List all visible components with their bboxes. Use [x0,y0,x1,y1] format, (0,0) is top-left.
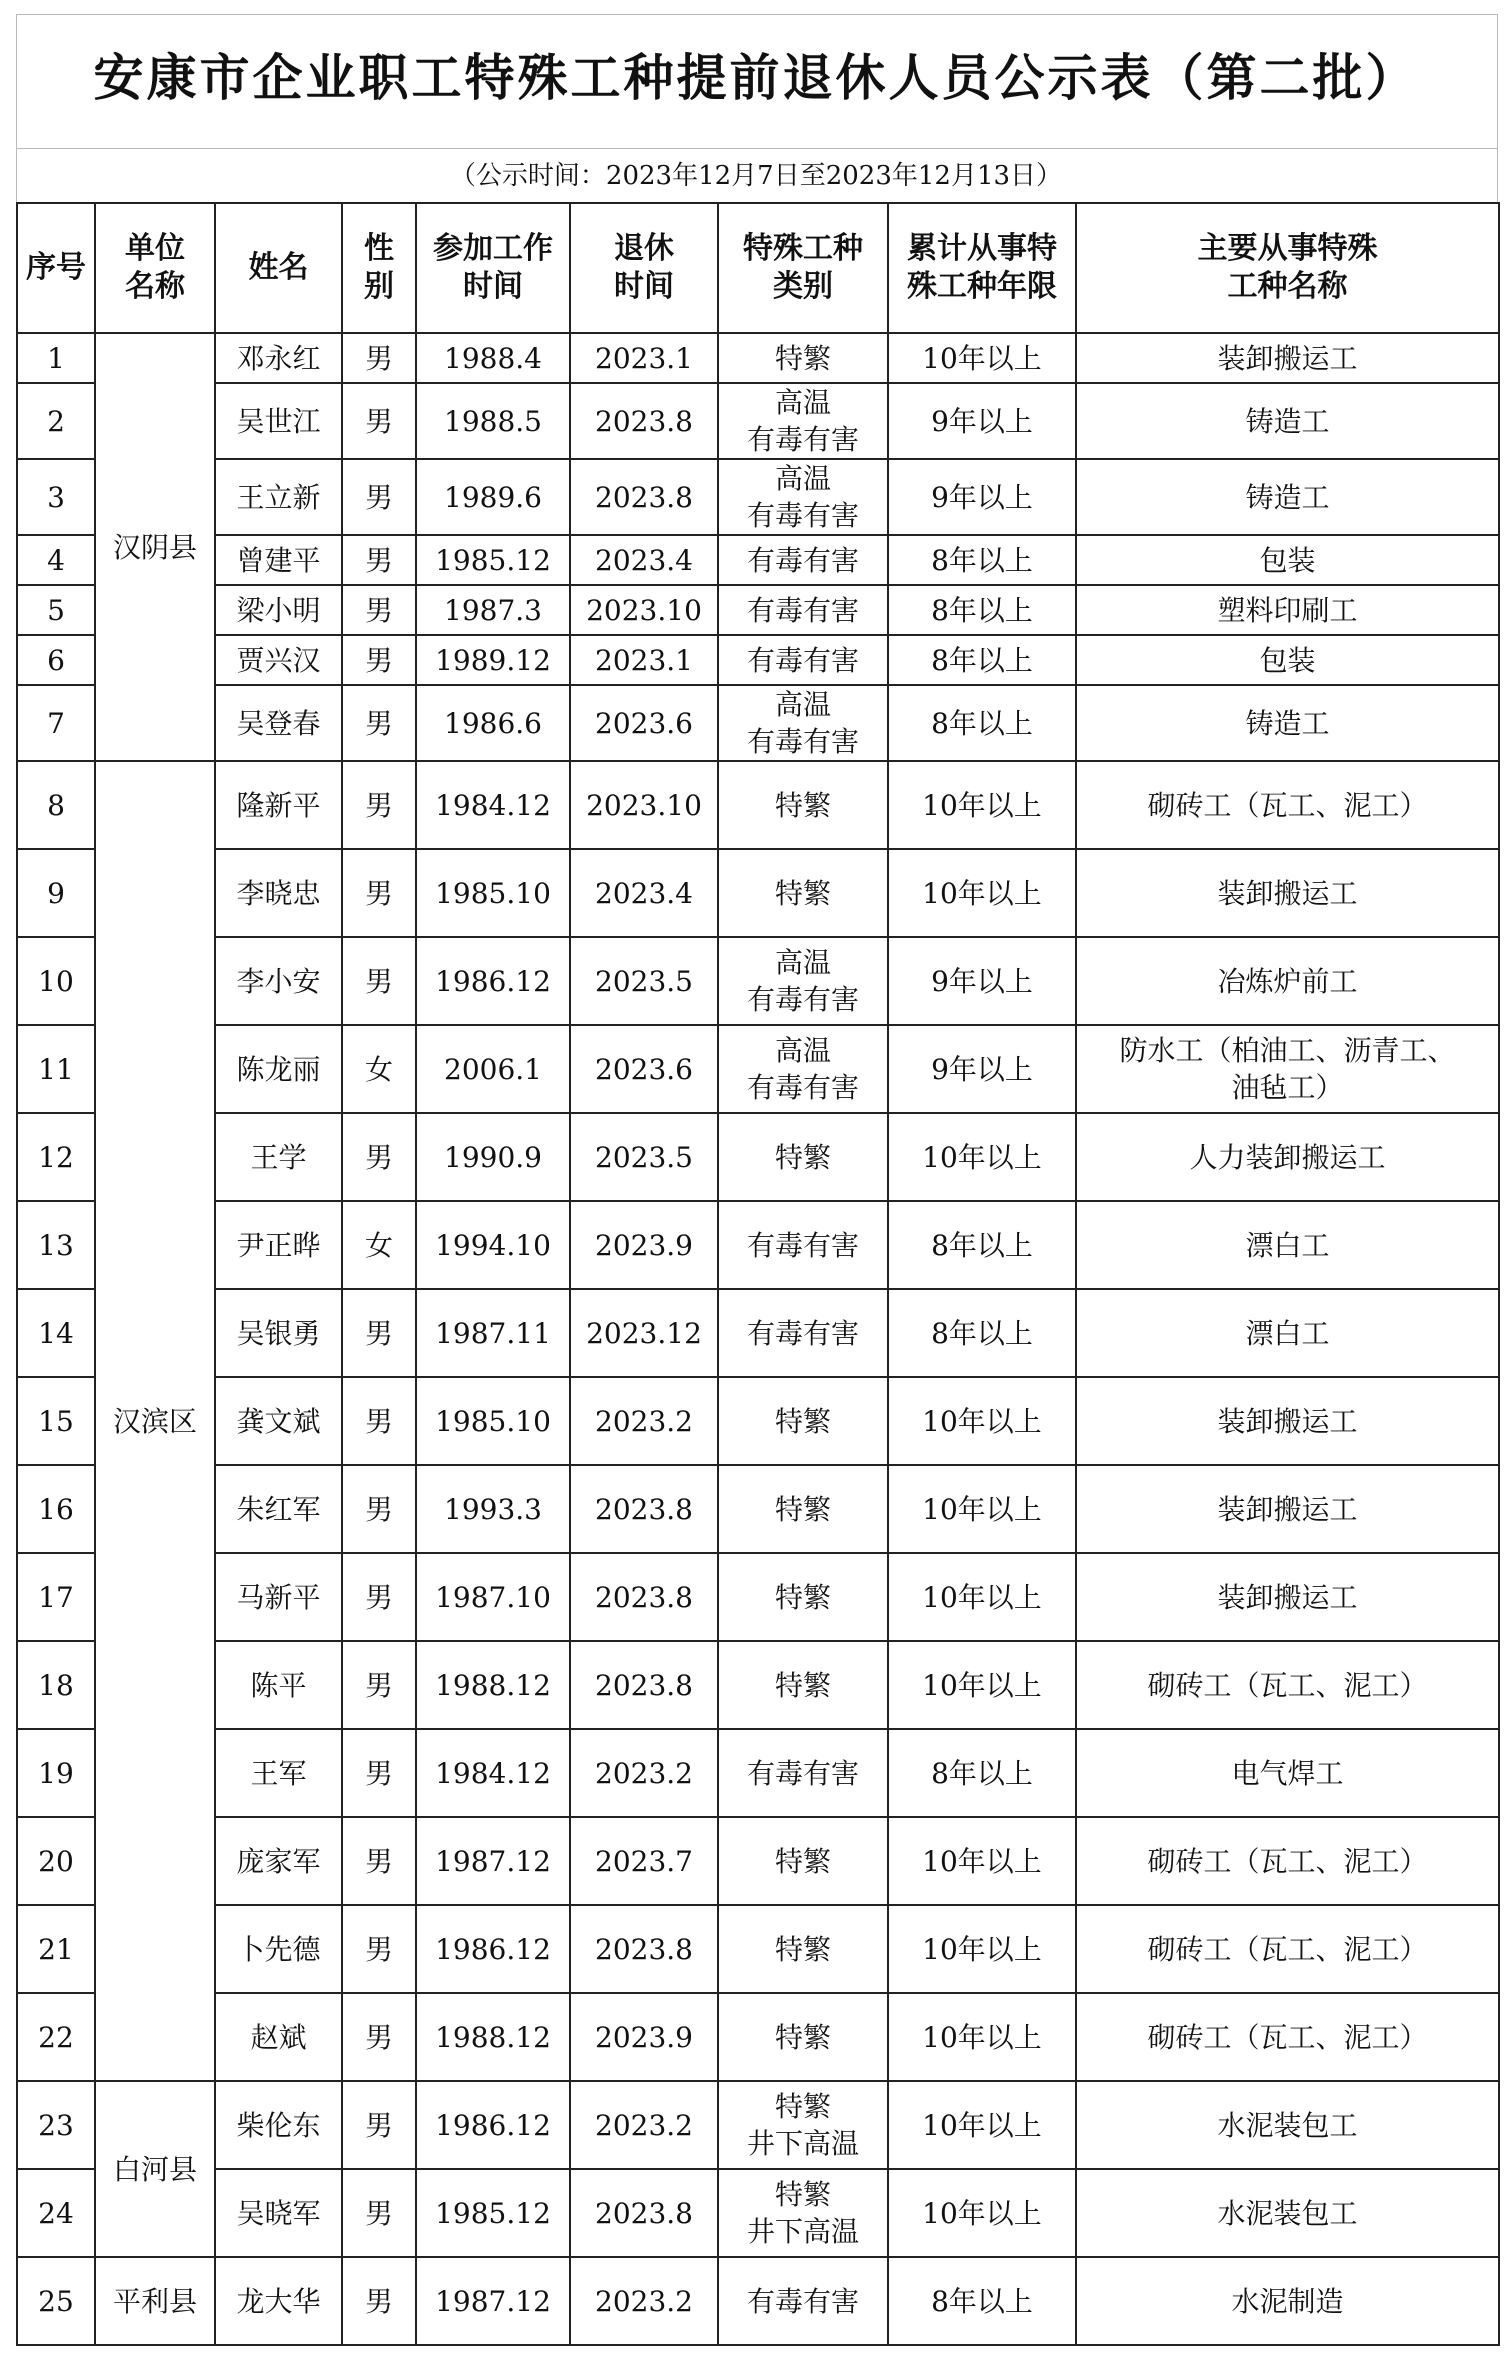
job-name-cell: 塑料印刷工 [1076,585,1499,635]
job-type-cell: 特繁 [718,1465,888,1553]
job-type-cell: 有毒有害 [718,1729,888,1817]
retire-date-cell: 2023.2 [570,1729,718,1817]
seq-cell: 1 [17,333,95,383]
retire-date-cell: 2023.9 [570,1201,718,1289]
table-row [17,585,1499,635]
years-cell: 9年以上 [888,1025,1076,1113]
years-cell: 10年以上 [888,761,1076,849]
retire-date-cell: 2023.10 [570,761,718,849]
name-cell: 王学 [215,1113,342,1201]
years-cell: 8年以上 [888,2257,1076,2345]
years-cell: 10年以上 [888,1641,1076,1729]
sex-cell: 男 [342,685,416,761]
seq-cell: 11 [17,1025,95,1113]
sex-cell: 男 [342,635,416,685]
job-type-cell: 特繁 [718,1113,888,1201]
retire-date-cell: 2023.5 [570,1113,718,1201]
table-body [17,333,1499,2345]
sex-cell: 男 [342,1729,416,1817]
start-date-cell: 1987.3 [416,585,570,635]
job-type-cell: 特繁 [718,1553,888,1641]
name-cell: 朱红军 [215,1465,342,1553]
job-type-cell: 特繁 [718,1641,888,1729]
sex-cell: 男 [342,535,416,585]
start-date-cell: 1987.10 [416,1553,570,1641]
name-cell: 贾兴汉 [215,635,342,685]
frame-title-separator [16,148,1498,149]
sex-cell: 男 [342,1465,416,1553]
start-date-cell: 1993.3 [416,1465,570,1553]
retire-date-cell: 2023.8 [570,1465,718,1553]
job-type-cell: 高温 有毒有害 [718,937,888,1025]
retire-date-cell: 2023.8 [570,383,718,459]
job-type-cell: 特繁 [718,761,888,849]
start-date-cell: 1985.10 [416,849,570,937]
job-name-cell: 漂白工 [1076,1289,1499,1377]
name-cell: 隆新平 [215,761,342,849]
years-cell: 9年以上 [888,383,1076,459]
start-date-cell: 1987.12 [416,1817,570,1905]
seq-cell: 21 [17,1905,95,1993]
sex-cell: 男 [342,1905,416,1993]
start-date-cell: 1984.12 [416,1729,570,1817]
table-row [17,1817,1499,1905]
seq-cell: 7 [17,685,95,761]
name-cell: 庞家军 [215,1817,342,1905]
page-title: 安康市企业职工特殊工种提前退休人员公示表（第二批） [93,49,1419,107]
frame-top-line [16,14,1498,15]
seq-cell: 8 [17,761,95,849]
sex-cell: 男 [342,1113,416,1201]
table-row [17,383,1499,459]
retire-date-cell: 2023.1 [570,333,718,383]
retire-date-cell: 2023.2 [570,1377,718,1465]
job-name-cell: 砌砖工（瓦工、泥工） [1076,1905,1499,1993]
start-date-cell: 1985.12 [416,535,570,585]
header-sex: 性 别 [342,203,416,333]
name-cell: 吴登春 [215,685,342,761]
seq-cell: 23 [17,2081,95,2169]
table-row [17,1289,1499,1377]
start-date-cell: 1986.12 [416,937,570,1025]
name-cell: 吴银勇 [215,1289,342,1377]
sex-cell: 男 [342,1289,416,1377]
job-name-cell: 水泥装包工 [1076,2081,1499,2169]
seq-cell: 14 [17,1289,95,1377]
job-name-cell: 包装 [1076,635,1499,685]
retire-date-cell: 2023.4 [570,849,718,937]
seq-cell: 15 [17,1377,95,1465]
retire-date-cell: 2023.2 [570,2081,718,2169]
sex-cell: 女 [342,1201,416,1289]
retire-date-cell: 2023.8 [570,459,718,535]
years-cell: 8年以上 [888,685,1076,761]
retire-date-cell: 2023.7 [570,1817,718,1905]
sex-cell: 男 [342,849,416,937]
table-row [17,1113,1499,1201]
job-name-cell: 水泥制造 [1076,2257,1499,2345]
seq-cell: 16 [17,1465,95,1553]
start-date-cell: 1987.12 [416,2257,570,2345]
start-date-cell: 1986.12 [416,1905,570,1993]
years-cell: 10年以上 [888,1553,1076,1641]
job-name-cell: 铸造工 [1076,459,1499,535]
name-cell: 尹正晔 [215,1201,342,1289]
seq-cell: 12 [17,1113,95,1201]
years-cell: 8年以上 [888,535,1076,585]
table-row [17,2169,1499,2257]
table-row [17,2257,1499,2345]
retire-date-cell: 2023.1 [570,635,718,685]
name-cell: 梁小明 [215,585,342,635]
job-name-cell: 人力装卸搬运工 [1076,1113,1499,1201]
job-type-cell: 有毒有害 [718,2257,888,2345]
name-cell: 李晓忠 [215,849,342,937]
years-cell: 8年以上 [888,1289,1076,1377]
job-name-cell: 包装 [1076,535,1499,585]
table-row [17,1553,1499,1641]
name-cell: 柴伦东 [215,2081,342,2169]
retire-date-cell: 2023.8 [570,1905,718,1993]
job-type-cell: 特繁 [718,1817,888,1905]
start-date-cell: 1994.10 [416,1201,570,1289]
header-retire-date: 退休 时间 [570,203,718,333]
retire-date-cell: 2023.8 [570,1553,718,1641]
header-name: 姓名 [215,203,342,333]
name-cell: 吴世江 [215,383,342,459]
job-name-cell: 装卸搬运工 [1076,849,1499,937]
name-cell: 龙大华 [215,2257,342,2345]
job-type-cell: 特繁 [718,1905,888,1993]
seq-cell: 19 [17,1729,95,1817]
sex-cell: 男 [342,1553,416,1641]
retire-date-cell: 2023.4 [570,535,718,585]
start-date-cell: 1985.10 [416,1377,570,1465]
job-name-cell: 冶炼炉前工 [1076,937,1499,1025]
table-row [17,937,1499,1025]
retiree-table [16,202,1500,2346]
seq-cell: 10 [17,937,95,1025]
retire-date-cell: 2023.6 [570,1025,718,1113]
start-date-cell: 1984.12 [416,761,570,849]
table-row [17,1201,1499,1289]
start-date-cell: 1989.12 [416,635,570,685]
sex-cell: 男 [342,2169,416,2257]
retire-date-cell: 2023.8 [570,2169,718,2257]
name-cell: 邓永红 [215,333,342,383]
retire-date-cell: 2023.5 [570,937,718,1025]
seq-cell: 22 [17,1993,95,2081]
name-cell: 陈龙丽 [215,1025,342,1113]
name-cell: 李小安 [215,937,342,1025]
unit-cell: 汉滨区 [95,761,215,2081]
table-row [17,459,1499,535]
seq-cell: 3 [17,459,95,535]
seq-cell: 18 [17,1641,95,1729]
start-date-cell: 1988.5 [416,383,570,459]
seq-cell: 24 [17,2169,95,2257]
table-row [17,685,1499,761]
retire-date-cell: 2023.2 [570,2257,718,2345]
header-years: 累计从事特 殊工种年限 [888,203,1076,333]
job-name-cell: 电气焊工 [1076,1729,1499,1817]
table-row [17,1465,1499,1553]
job-name-cell: 铸造工 [1076,685,1499,761]
name-cell: 陈平 [215,1641,342,1729]
table-row [17,1729,1499,1817]
job-type-cell: 特繁 [718,1993,888,2081]
table-row [17,1025,1499,1113]
retire-date-cell: 2023.9 [570,1993,718,2081]
job-type-cell: 特繁 [718,849,888,937]
start-date-cell: 1988.4 [416,333,570,383]
years-cell: 10年以上 [888,1993,1076,2081]
years-cell: 10年以上 [888,1113,1076,1201]
seq-cell: 20 [17,1817,95,1905]
job-type-cell: 有毒有害 [718,1201,888,1289]
header-seq: 序号 [17,203,95,333]
job-type-cell: 高温 有毒有害 [718,383,888,459]
job-type-cell: 高温 有毒有害 [718,459,888,535]
job-type-cell: 有毒有害 [718,635,888,685]
years-cell: 8年以上 [888,635,1076,685]
sex-cell: 男 [342,761,416,849]
job-name-cell: 漂白工 [1076,1201,1499,1289]
sex-cell: 女 [342,1025,416,1113]
job-type-cell: 特繁 井下高温 [718,2081,888,2169]
start-date-cell: 1986.6 [416,685,570,761]
table-row [17,1993,1499,2081]
table-row [17,333,1499,383]
header-unit: 单位 名称 [95,203,215,333]
unit-cell: 汉阴县 [95,333,215,761]
seq-cell: 17 [17,1553,95,1641]
sex-cell: 男 [342,383,416,459]
job-name-cell: 砌砖工（瓦工、泥工） [1076,761,1499,849]
years-cell: 10年以上 [888,2081,1076,2169]
table-row [17,1641,1499,1729]
job-name-cell: 砌砖工（瓦工、泥工） [1076,1993,1499,2081]
table-row [17,2081,1499,2169]
job-type-cell: 高温 有毒有害 [718,1025,888,1113]
job-name-cell: 装卸搬运工 [1076,1377,1499,1465]
job-type-cell: 有毒有害 [718,1289,888,1377]
name-cell: 赵斌 [215,1993,342,2081]
retire-date-cell: 2023.10 [570,585,718,635]
job-name-cell: 装卸搬运工 [1076,333,1499,383]
seq-cell: 6 [17,635,95,685]
seq-cell: 25 [17,2257,95,2345]
years-cell: 10年以上 [888,849,1076,937]
years-cell: 10年以上 [888,1377,1076,1465]
years-cell: 9年以上 [888,937,1076,1025]
start-date-cell: 1988.12 [416,1993,570,2081]
start-date-cell: 1989.6 [416,459,570,535]
sex-cell: 男 [342,1817,416,1905]
sex-cell: 男 [342,937,416,1025]
start-date-cell: 1985.12 [416,2169,570,2257]
job-name-cell: 砌砖工（瓦工、泥工） [1076,1641,1499,1729]
table-header-row [17,203,1499,333]
retire-date-cell: 2023.8 [570,1641,718,1729]
sex-cell: 男 [342,459,416,535]
retire-date-cell: 2023.6 [570,685,718,761]
job-type-cell: 有毒有害 [718,535,888,585]
years-cell: 10年以上 [888,333,1076,383]
table-row [17,535,1499,585]
name-cell: 马新平 [215,1553,342,1641]
sex-cell: 男 [342,1641,416,1729]
table-row [17,761,1499,849]
sex-cell: 男 [342,2081,416,2169]
start-date-cell: 1987.11 [416,1289,570,1377]
unit-cell: 平利县 [95,2257,215,2345]
notice-period: （公示时间：2023年12月7日至2023年12月13日） [449,161,1063,191]
header-start-date: 参加工作 时间 [416,203,570,333]
years-cell: 8年以上 [888,1729,1076,1817]
name-cell: 王立新 [215,459,342,535]
start-date-cell: 1988.12 [416,1641,570,1729]
years-cell: 10年以上 [888,2169,1076,2257]
job-type-cell: 有毒有害 [718,585,888,635]
job-name-cell: 砌砖工（瓦工、泥工） [1076,1817,1499,1905]
job-type-cell: 特繁 井下高温 [718,2169,888,2257]
years-cell: 8年以上 [888,585,1076,635]
start-date-cell: 2006.1 [416,1025,570,1113]
job-type-cell: 高温 有毒有害 [718,685,888,761]
years-cell: 10年以上 [888,1905,1076,1993]
years-cell: 8年以上 [888,1201,1076,1289]
header-job-type: 特殊工种 类别 [718,203,888,333]
name-cell: 吴晓军 [215,2169,342,2257]
years-cell: 9年以上 [888,459,1076,535]
seq-cell: 13 [17,1201,95,1289]
start-date-cell: 1990.9 [416,1113,570,1201]
table-row [17,1905,1499,1993]
seq-cell: 9 [17,849,95,937]
years-cell: 10年以上 [888,1817,1076,1905]
job-name-cell: 装卸搬运工 [1076,1553,1499,1641]
seq-cell: 5 [17,585,95,635]
table-row [17,849,1499,937]
job-name-cell: 水泥装包工 [1076,2169,1499,2257]
name-cell: 曾建平 [215,535,342,585]
job-type-cell: 特繁 [718,333,888,383]
job-name-cell: 铸造工 [1076,383,1499,459]
name-cell: 王军 [215,1729,342,1817]
name-cell: 卜先德 [215,1905,342,1993]
name-cell: 龚文斌 [215,1377,342,1465]
header-job-name: 主要从事特殊 工种名称 [1076,203,1499,333]
job-name-cell: 防水工（柏油工、沥青工、 油毡工） [1076,1025,1499,1113]
seq-cell: 4 [17,535,95,585]
unit-cell: 白河县 [95,2081,215,2257]
sex-cell: 男 [342,2257,416,2345]
job-type-cell: 特繁 [718,1377,888,1465]
years-cell: 10年以上 [888,1465,1076,1553]
retire-date-cell: 2023.12 [570,1289,718,1377]
start-date-cell: 1986.12 [416,2081,570,2169]
sex-cell: 男 [342,1993,416,2081]
table-row [17,1377,1499,1465]
job-name-cell: 装卸搬运工 [1076,1465,1499,1553]
sex-cell: 男 [342,333,416,383]
sex-cell: 男 [342,1377,416,1465]
sex-cell: 男 [342,585,416,635]
table-row [17,635,1499,685]
seq-cell: 2 [17,383,95,459]
